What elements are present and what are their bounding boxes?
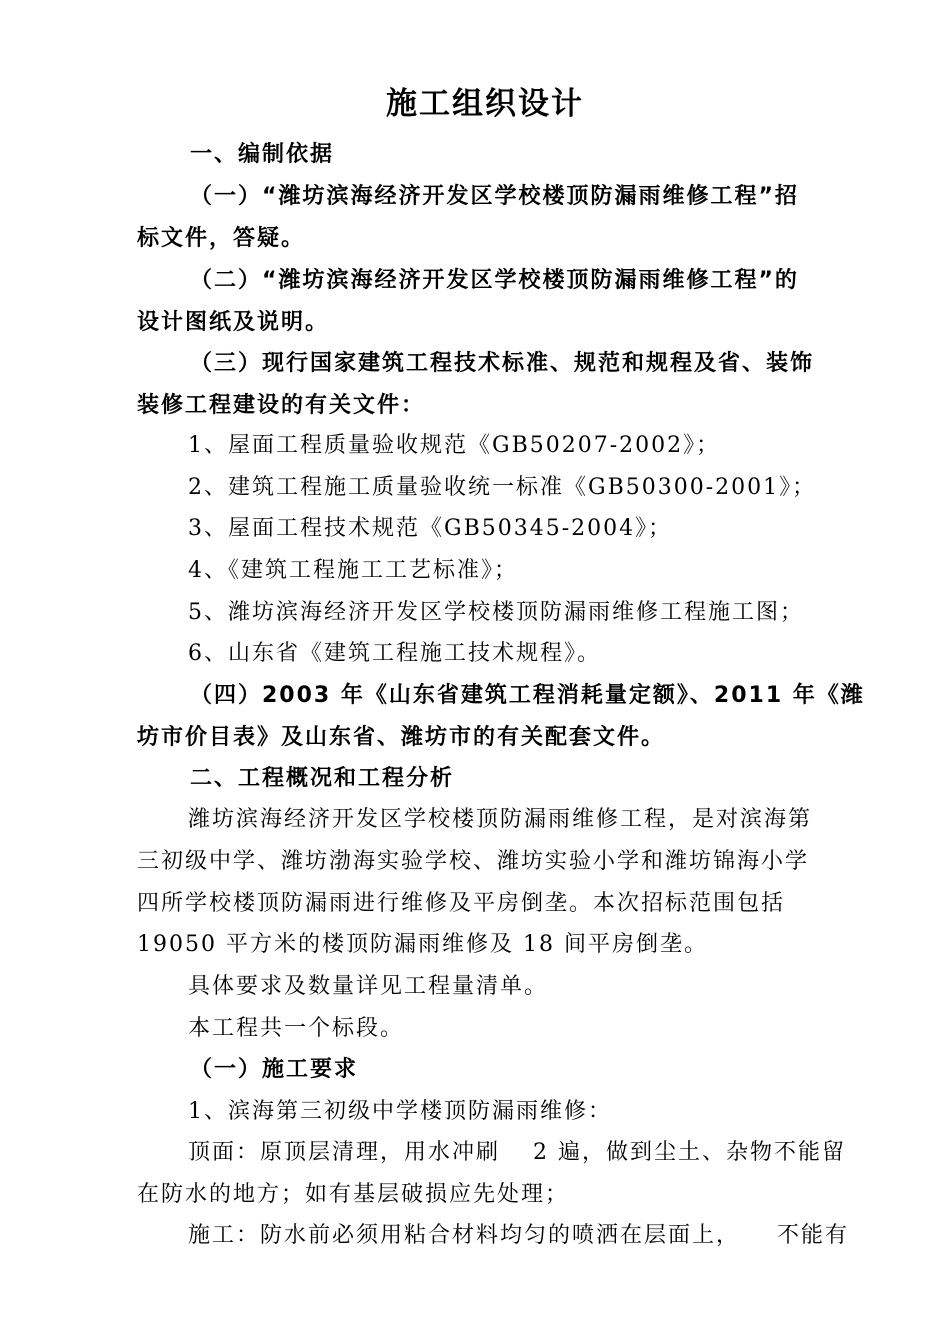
paragraph-line: 施工：防水前必须用粘合材料均匀的喷洒在层面上， 不能有	[188, 1223, 850, 1248]
list-item: 6、山东省《建筑工程施工技术规程》。	[188, 641, 601, 666]
document-title: 施工组织设计	[386, 86, 584, 122]
list-item: 1、屋面工程质量验收规范《GB50207-2002》；	[188, 433, 721, 458]
list-item: 3、屋面工程技术规范《GB50345-2004》；	[188, 516, 673, 541]
section-heading-overview: 二、工程概况和工程分析	[190, 766, 455, 791]
paragraph-line: 19050 平方米的楼顶防漏雨维修及 18 间平房倒垄。	[137, 932, 708, 957]
paragraph-line: 三初级中学、潍坊渤海实验学校、潍坊实验小学和潍坊锦海小学	[137, 849, 810, 874]
paragraph-line: （二）“潍坊滨海经济开发区学校楼顶防漏雨维修工程”的	[190, 268, 799, 293]
paragraph-line: 本工程共一个标段。	[188, 1016, 405, 1041]
subsection-heading: （一）施工要求	[190, 1057, 359, 1082]
paragraph-line: 装修工程建设的有关文件：	[137, 393, 426, 418]
paragraph-line: （四）2003 年《山东省建筑工程消耗量定额》、2011 年《潍	[190, 683, 865, 708]
paragraph-line: 具体要求及数量详见工程量清单。	[188, 974, 549, 999]
paragraph-line: 潍坊滨海经济开发区学校楼顶防漏雨维修工程，是对滨海第	[188, 807, 813, 832]
paragraph-line: 标文件，答疑。	[137, 226, 306, 251]
list-item: 5、潍坊滨海经济开发区学校楼顶防漏雨维修工程施工图；	[188, 600, 804, 625]
paragraph-line: 设计图纸及说明。	[137, 310, 330, 335]
paragraph-line: 坊市价目表》及山东省、潍坊市的有关配套文件。	[137, 725, 666, 750]
section-heading-basis: 一、编制依据	[190, 142, 335, 167]
list-item: 2、建筑工程施工质量验收统一标准《GB50300-2001》；	[188, 475, 817, 500]
paragraph-line: 在防水的地方；如有基层破损应先处理；	[137, 1182, 570, 1207]
paragraph-line: （三）现行国家建筑工程技术标准、规范和规程及省、装饰	[190, 351, 815, 376]
paragraph-line: 顶面：原顶层清理，用水冲刷 2 遍，做到尘土、杂物不能留	[188, 1140, 846, 1165]
paragraph-line: 四所学校楼顶防漏雨进行维修及平房倒垄。本次招标范围包括	[137, 891, 786, 916]
paragraph-line: （一）“潍坊滨海经济开发区学校楼顶防漏雨维修工程”招	[190, 184, 799, 209]
list-item: 1、滨海第三初级中学楼顶防漏雨维修：	[188, 1099, 612, 1124]
list-item: 4、《建筑工程施工工艺标准》；	[188, 558, 518, 583]
